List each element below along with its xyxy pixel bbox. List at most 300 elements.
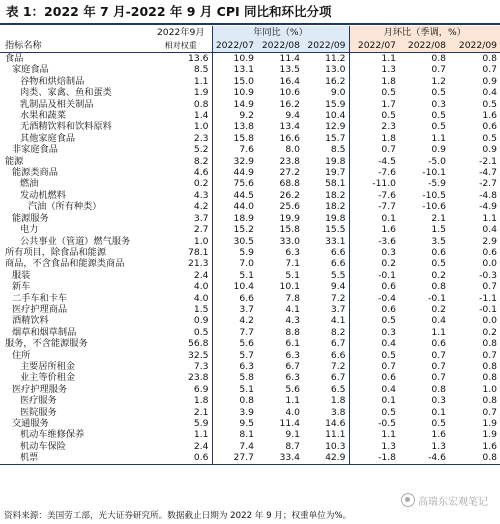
row-yoy-1: 5.1 <box>239 269 254 281</box>
row-mom-2: 0.6 <box>431 246 447 258</box>
row-weight: 1.4 <box>150 110 212 121</box>
row-yoy-2: 4.1 <box>285 303 300 315</box>
row-name: 机票 <box>0 452 150 464</box>
row-weight: 56.8 <box>150 338 212 349</box>
row-yoy-1: 32.9 <box>233 155 254 167</box>
table-row <box>0 372 500 383</box>
table-title: 表 1：2022 年 7 月-2022 年 9 月 CPI 同比和环比分项 <box>6 4 332 19</box>
row-mom-1: 0.6 <box>381 281 397 293</box>
row-mom-3: -0.3 <box>479 269 498 281</box>
row-mom-3: 0.7 <box>482 406 498 418</box>
row-mom-2: 3.5 <box>431 235 447 247</box>
row-weight: 4.0 <box>150 293 212 304</box>
row-mom-1: -7.6 <box>378 189 397 201</box>
row-mom-1: 0.5 <box>381 110 397 122</box>
row-yoy-1: 6.3 <box>239 360 254 372</box>
row-mom-2: 0.8 <box>431 383 447 395</box>
row-yoy-1: 5.1 <box>239 383 254 395</box>
row-name: 水果和蔬菜 <box>20 110 66 122</box>
row-yoy-1: 6.6 <box>239 292 254 304</box>
table-row <box>0 190 500 201</box>
row-name: 医院服务 <box>20 406 57 418</box>
row-yoy-1: 10.9 <box>233 53 254 64</box>
row-mom-2: 2.1 <box>431 212 447 224</box>
row-yoy-1: 9.2 <box>239 110 254 122</box>
header-blank <box>0 26 150 39</box>
row-weight: 1.1 <box>150 76 212 87</box>
row-mom-2: 1.6 <box>431 429 447 441</box>
row-mom-2: 0.3 <box>431 98 447 110</box>
row-yoy-3: 8.2 <box>303 327 349 338</box>
table-row <box>0 144 500 155</box>
row-weight: 1.1 <box>150 429 212 440</box>
row-yoy-3: 6.6 <box>303 247 349 258</box>
row-yoy-1: 3.7 <box>239 303 254 315</box>
row-mom-2: 0.7 <box>431 372 447 384</box>
table-row <box>0 258 500 269</box>
row-mom-1: 0.5 <box>381 87 397 99</box>
row-yoy-2: 6.7 <box>285 360 300 372</box>
row-yoy-1: 15.2 <box>233 224 254 236</box>
row-yoy-2: 27.2 <box>279 167 300 179</box>
row-name: 酒精饮料 <box>12 315 49 327</box>
row-mom-3: 1.6 <box>482 110 498 122</box>
header-mom-period-1: 2022/07 <box>349 39 399 53</box>
header-yoy-period-1: 2022/07 <box>212 39 257 53</box>
row-yoy-1: 13.8 <box>233 121 254 133</box>
row-yoy-3: 19.7 <box>303 167 349 178</box>
row-mom-2: -4.6 <box>399 452 449 464</box>
row-mom-1: -1.8 <box>349 452 399 464</box>
row-mom-2: 0.5 <box>431 110 447 122</box>
row-weight: 0.2 <box>150 178 212 189</box>
row-mom-3: 0.6 <box>482 246 498 258</box>
row-weight: 21.3 <box>150 258 212 269</box>
row-yoy-2: 16.4 <box>279 75 300 87</box>
row-name: 二手车和卡车 <box>12 292 68 304</box>
row-mom-1: 0.1 <box>381 212 397 224</box>
row-mom-1: 0.6 <box>381 303 397 315</box>
row-mom-1: 0.3 <box>381 246 397 258</box>
row-yoy-2: 6.3 <box>285 246 300 258</box>
row-weight: 7.3 <box>150 361 212 372</box>
row-mom-1: -4.5 <box>378 155 397 167</box>
row-mom-2: -10.6 <box>422 201 447 213</box>
row-mom-2: 0.7 <box>431 64 447 76</box>
row-weight: 2.1 <box>150 407 212 418</box>
row-mom-3: 0.5 <box>482 98 498 110</box>
row-name: 新车 <box>12 281 31 293</box>
row-mom-1: 1.7 <box>381 98 397 110</box>
row-mom-2: 0.5 <box>431 418 447 429</box>
row-mom-1: -0.4 <box>378 292 397 304</box>
row-yoy-1: 7.4 <box>239 440 254 452</box>
row-mom-2: 1.1 <box>431 326 447 338</box>
row-weight: 0.9 <box>150 315 212 326</box>
row-name: 非家庭食品 <box>12 144 58 156</box>
row-yoy-1: 44.9 <box>233 167 254 179</box>
row-name: 家庭食品 <box>12 64 49 76</box>
row-yoy-3: 16.2 <box>303 76 349 87</box>
row-yoy-2: 5.6 <box>285 383 300 395</box>
table-row <box>0 270 500 281</box>
row-mom-1: 0.7 <box>381 144 397 156</box>
row-yoy-1: 3.9 <box>239 406 254 418</box>
row-mom-1: -0.5 <box>378 418 397 429</box>
row-yoy-3: 18.2 <box>303 201 349 212</box>
table-row <box>0 418 500 429</box>
row-name: 医疗护理服务 <box>12 383 68 395</box>
row-name: 交通服务 <box>12 418 49 429</box>
row-yoy-2: 4.0 <box>285 406 300 418</box>
header-month: 2022年9月 <box>150 26 212 39</box>
row-yoy-2: 6.3 <box>285 372 300 384</box>
row-name: 住所 <box>12 349 31 361</box>
row-yoy-1: 10.4 <box>233 281 254 293</box>
table-row <box>0 76 500 87</box>
row-weight: 5.2 <box>150 144 212 155</box>
row-mom-1: 1.6 <box>381 224 397 236</box>
row-mom-2: 0.1 <box>431 406 447 418</box>
row-mom-3: 0.9 <box>482 75 498 87</box>
row-yoy-3: 14.6 <box>303 418 349 429</box>
row-name: 汽油（所有种类） <box>28 201 102 213</box>
row-yoy-3: 15.7 <box>303 133 349 144</box>
table-row <box>0 395 500 406</box>
row-mom-2: 0.9 <box>431 144 447 156</box>
row-mom-3: 0.8 <box>482 360 498 372</box>
row-yoy-1: 15.0 <box>233 75 254 87</box>
row-yoy-2: 16.6 <box>279 132 300 144</box>
row-yoy-2: 33.0 <box>279 235 300 247</box>
row-mom-3: 2.9 <box>482 235 498 247</box>
row-mom-3: -2.1 <box>479 155 498 167</box>
row-weight: 23.8 <box>150 372 212 383</box>
row-name: 燃油 <box>20 178 39 190</box>
row-yoy-3: 1.8 <box>303 395 349 406</box>
row-mom-1: 1.8 <box>381 75 397 87</box>
table-row <box>0 156 500 167</box>
row-yoy-1: 27.7 <box>212 452 257 464</box>
row-mom-2: -0.1 <box>428 292 447 304</box>
row-yoy-3: 15.9 <box>303 99 349 110</box>
row-name: 发动机燃料 <box>20 189 66 201</box>
row-yoy-3: 6.7 <box>303 372 349 383</box>
row-mom-1: 0.1 <box>381 395 397 407</box>
row-yoy-2: 7.8 <box>285 292 300 304</box>
row-mom-1: 0.5 <box>381 406 397 418</box>
row-mom-1: 0.6 <box>381 372 397 384</box>
table-row <box>0 304 500 315</box>
row-mom-2: 0.5 <box>431 258 447 270</box>
row-mom-3: 1.1 <box>482 212 498 224</box>
row-mom-2: -10.5 <box>422 189 447 201</box>
row-yoy-2: 13.4 <box>279 121 300 133</box>
row-yoy-2: 4.3 <box>285 315 300 327</box>
row-name: 烟草和烟草制品 <box>12 326 77 338</box>
row-yoy-3: 9.0 <box>303 87 349 98</box>
row-yoy-3: 4.1 <box>303 315 349 326</box>
table-row <box>0 99 500 110</box>
table-row <box>0 213 500 224</box>
watermark <box>401 492 488 508</box>
row-mom-2: 0.5 <box>431 121 447 133</box>
row-yoy-1: 5.8 <box>239 372 254 384</box>
row-mom-1: 0.4 <box>381 338 397 350</box>
row-yoy-2: 25.6 <box>279 201 300 213</box>
row-yoy-2: 7.1 <box>285 258 300 270</box>
row-name: 医疗服务 <box>20 395 57 407</box>
row-yoy-1: 10.9 <box>233 87 254 99</box>
table-row <box>0 452 500 464</box>
row-mom-2: 1.5 <box>431 224 447 236</box>
row-name: 谷物和烘焙制品 <box>20 75 85 87</box>
row-weight: 4.2 <box>150 201 212 212</box>
row-name: 肉类、家禽、鱼和蛋类 <box>20 87 112 99</box>
row-mom-3: 0.4 <box>482 224 498 236</box>
row-mom-1: -0.1 <box>378 269 397 281</box>
row-weight: 3.7 <box>150 213 212 224</box>
row-weight: 2.4 <box>150 270 212 281</box>
row-weight: 8.2 <box>150 156 212 167</box>
row-mom-3: 0.8 <box>449 452 500 464</box>
row-yoy-3: 42.9 <box>303 452 349 464</box>
row-yoy-1: 30.5 <box>233 235 254 247</box>
table-row <box>0 224 500 235</box>
row-yoy-3: 58.1 <box>303 178 349 189</box>
table-row <box>0 133 500 144</box>
table-row <box>0 201 500 212</box>
row-mom-2: 0.3 <box>431 395 447 407</box>
row-mom-3: 0.9 <box>482 144 498 156</box>
row-yoy-2: 10.6 <box>279 87 300 99</box>
row-yoy-1: 4.2 <box>239 315 254 327</box>
row-weight: 0.5 <box>150 327 212 338</box>
row-yoy-3: 15.5 <box>303 224 349 235</box>
header-mom-period-3: 2022/09 <box>449 39 500 53</box>
row-weight: 4.0 <box>150 281 212 292</box>
row-yoy-2: 8.8 <box>285 326 300 338</box>
row-mom-2: -5.0 <box>428 155 447 167</box>
row-weight: 5.9 <box>150 418 212 429</box>
row-weight: 1.0 <box>150 236 212 247</box>
row-yoy-3: 9.4 <box>303 281 349 292</box>
row-yoy-3: 6.6 <box>303 258 349 269</box>
row-weight: 2.3 <box>150 133 212 144</box>
row-mom-1: 1.3 <box>381 64 397 76</box>
row-mom-1: -7.6 <box>378 167 397 179</box>
row-weight: 2.4 <box>150 441 212 452</box>
row-yoy-2: 11.4 <box>279 53 300 64</box>
table-row <box>0 247 500 258</box>
row-mom-2: 0.8 <box>431 281 447 293</box>
row-name: 电力 <box>20 224 39 236</box>
row-yoy-1: 5.9 <box>239 246 254 258</box>
row-yoy-3: 12.9 <box>303 121 349 132</box>
row-yoy-3: 13.0 <box>303 64 349 75</box>
row-yoy-2: 23.8 <box>279 155 300 167</box>
table-row <box>0 429 500 440</box>
row-yoy-2: 68.8 <box>279 178 300 190</box>
table-row <box>0 350 500 361</box>
row-name: 公共事业（管道）燃气服务 <box>20 235 131 247</box>
row-yoy-1: 0.8 <box>239 395 254 407</box>
row-yoy-3: 10.4 <box>303 110 349 121</box>
row-name: 业主等价租金 <box>20 372 76 384</box>
row-yoy-1: 9.5 <box>239 418 254 429</box>
row-weight: 4.3 <box>150 190 212 201</box>
row-mom-2: 0.8 <box>431 53 447 64</box>
row-yoy-1: 7.7 <box>239 326 254 338</box>
row-yoy-2: 1.1 <box>285 395 300 407</box>
row-yoy-2: 19.9 <box>279 212 300 224</box>
row-mom-3: -4.7 <box>479 167 498 179</box>
row-yoy-3: 3.8 <box>303 407 349 418</box>
row-yoy-2: 8.0 <box>285 144 300 156</box>
row-mom-2: 0.7 <box>431 349 447 361</box>
row-yoy-1: 44.5 <box>233 189 254 201</box>
row-mom-1: 0.5 <box>381 315 397 327</box>
row-mom-1: 0.3 <box>381 326 397 338</box>
table-row <box>0 315 500 326</box>
table-row <box>0 64 500 75</box>
row-name: 乳制品及相关制品 <box>20 98 94 110</box>
row-mom-2: 0.2 <box>431 269 447 281</box>
row-yoy-1: 15.8 <box>233 132 254 144</box>
row-mom-3: 0.0 <box>482 258 498 270</box>
row-mom-3: 0.8 <box>482 372 498 384</box>
table-row <box>0 338 500 349</box>
row-yoy-3: 11.1 <box>303 429 349 440</box>
row-yoy-3: 11.2 <box>303 53 349 65</box>
row-yoy-2: 9.4 <box>285 110 300 122</box>
row-yoy-3: 19.8 <box>303 156 349 167</box>
row-yoy-2: 11.4 <box>279 418 300 429</box>
row-weight: 0.8 <box>150 99 212 110</box>
table-row <box>0 407 500 418</box>
row-yoy-3: 33.1 <box>303 236 349 247</box>
row-mom-3: 0.2 <box>482 326 498 338</box>
row-yoy-1: 44.0 <box>233 201 254 213</box>
row-mom-3: 0.8 <box>482 395 498 407</box>
row-mom-1: 0.4 <box>381 383 397 395</box>
row-mom-3: 1.6 <box>482 440 498 452</box>
watermark-text: 高瑞东宏观笔记 <box>418 496 488 508</box>
row-mom-3: 0.8 <box>482 338 498 350</box>
row-weight: 0.6 <box>150 452 212 464</box>
row-mom-3: 0.8 <box>482 53 498 64</box>
row-weight: 2.7 <box>150 224 212 235</box>
row-yoy-3: 18.2 <box>303 190 349 201</box>
row-yoy-1: 75.6 <box>233 178 254 190</box>
row-name: 能源类商品 <box>12 167 58 179</box>
row-yoy-1: 13.1 <box>233 64 254 76</box>
row-name: 商品，不含食品和能源类商品 <box>5 258 125 270</box>
row-yoy-1: 14.9 <box>233 98 254 110</box>
row-mom-1: 1.1 <box>381 429 397 441</box>
row-yoy-1: 7.6 <box>239 144 254 156</box>
header-yoy-period-3: 2022/09 <box>303 39 349 53</box>
row-weight: 1.5 <box>150 304 212 315</box>
row-yoy-3: 7.2 <box>303 293 349 304</box>
table-row <box>0 281 500 292</box>
row-yoy-3: 7.2 <box>303 361 349 372</box>
row-yoy-2: 5.1 <box>285 269 300 281</box>
row-mom-3: 1.9 <box>482 429 498 441</box>
row-weight: 1.9 <box>150 87 212 98</box>
row-weight: 78.1 <box>150 247 212 258</box>
row-name: 服务，不含能源服务 <box>5 338 88 350</box>
row-mom-3: 1.9 <box>482 418 498 429</box>
table-row <box>0 53 500 65</box>
header-row-2 <box>0 39 500 53</box>
row-mom-3: 0.7 <box>482 281 498 293</box>
row-yoy-2: 6.1 <box>285 338 300 350</box>
row-yoy-2: 9.1 <box>285 429 300 441</box>
header-yoy-period-2: 2022/08 <box>257 39 303 53</box>
row-mom-1: 0.7 <box>381 360 397 372</box>
table-row <box>0 441 500 452</box>
row-weight: 6.9 <box>150 384 212 395</box>
row-name: 机动车保险 <box>20 440 66 452</box>
row-mom-3: 1.0 <box>482 383 498 395</box>
row-yoy-2: 8.7 <box>285 440 300 452</box>
header-name: 指标名称 <box>0 39 150 53</box>
row-mom-1: -3.6 <box>378 235 397 247</box>
row-yoy-3: 3.7 <box>303 304 349 315</box>
row-mom-2: 1.1 <box>431 132 447 144</box>
row-weight: 1.0 <box>150 121 212 132</box>
table-row <box>0 293 500 304</box>
row-yoy-2: 15.8 <box>279 224 300 236</box>
row-weight: 13.6 <box>150 53 212 65</box>
row-mom-2: 0.5 <box>431 87 447 99</box>
table-row <box>0 178 500 189</box>
row-mom-3: 0.7 <box>482 349 498 361</box>
row-mom-1: 1.1 <box>381 53 397 64</box>
row-mom-1: 1.3 <box>381 440 397 452</box>
row-yoy-2: 10.1 <box>279 281 300 293</box>
row-mom-3: 0.6 <box>482 121 498 133</box>
row-mom-1: -11.0 <box>372 178 397 190</box>
row-mom-2: 0.7 <box>431 360 447 372</box>
table-row <box>0 384 500 395</box>
row-mom-1: -7.7 <box>378 201 397 213</box>
row-name: 能源服务 <box>12 212 49 224</box>
table-row <box>0 121 500 132</box>
row-yoy-1: 18.9 <box>233 212 254 224</box>
row-mom-2: -5.9 <box>428 178 447 190</box>
header-weight: 相对权重 <box>150 39 212 53</box>
row-weight: 32.5 <box>150 350 212 361</box>
row-name: 其他家庭食品 <box>20 132 76 144</box>
wechat-logo-icon <box>401 493 415 507</box>
row-mom-2: 0.6 <box>431 338 447 350</box>
table-body <box>0 26 500 464</box>
row-yoy-3: 5.5 <box>303 270 349 281</box>
row-mom-3: 0.5 <box>482 132 498 144</box>
cpi-table <box>0 26 500 465</box>
row-mom-1: 2.3 <box>381 121 397 133</box>
table-row <box>0 87 500 98</box>
row-name: 服装 <box>12 269 31 281</box>
row-mom-2: 1.3 <box>431 440 447 452</box>
row-name: 无酒精饮料和饮料原料 <box>20 121 112 133</box>
row-yoy-3: 8.5 <box>303 144 349 155</box>
row-yoy-2: 13.5 <box>279 64 300 76</box>
row-name: 所有项目，除食品和能源 <box>5 246 107 258</box>
row-mom-2: 0.2 <box>431 303 447 315</box>
